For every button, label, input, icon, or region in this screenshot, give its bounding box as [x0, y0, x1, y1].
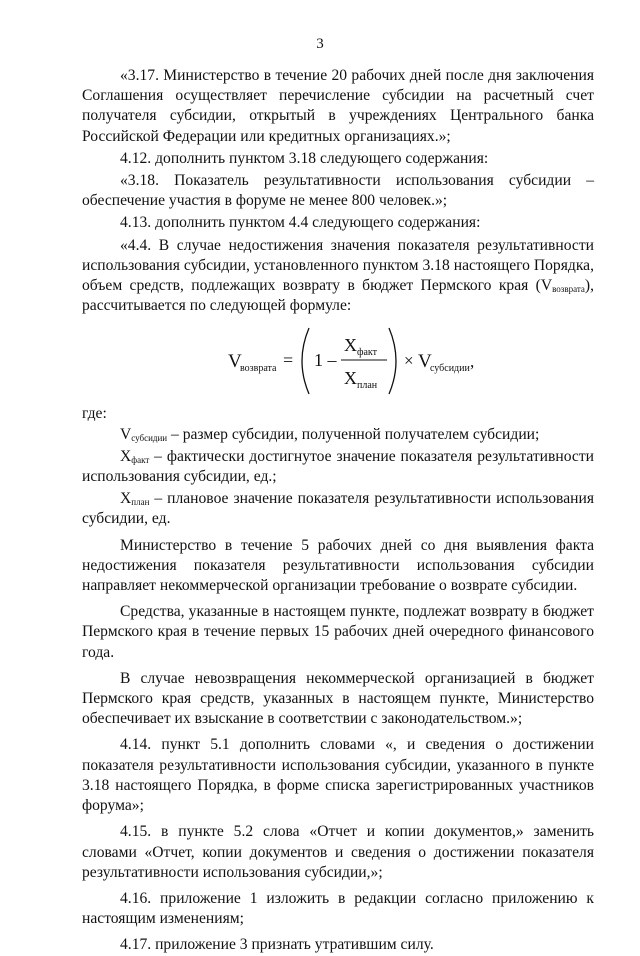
paragraph-4-4 — [82, 236, 594, 317]
formula-svg — [82, 322, 594, 400]
paragraph-3-18: «3.18. Показатель результативности использования субсидии – обеспечение участия в форуме не менее 800 человек.»; — [82, 172, 594, 210]
formula-lhs-sub: возврата — [240, 363, 277, 375]
formula-lhs-var: V — [228, 351, 242, 373]
formula-numerator-sub: факт — [357, 347, 378, 359]
paragraph-4-15: 4.15. в пункте 5.2 слова «Отчет и копии документов,» заменить словами «Отчет, копии документов и сведения о достижении показателя результативности использования субсидии,»; — [82, 823, 594, 881]
definition-v-subsidy — [82, 425, 594, 445]
paragraph-4-16: 4.16. приложение 1 изложить в редакции согласно приложению к настоящим изменениям; — [82, 889, 594, 928]
paragraph-3-17: «3.17. Министерство в течение 20 рабочих дней после дня заключения Соглашения осуществляет перечисление субсидии на расчетный счет получателя субсидии, открытый в учреждениях Центрального банка Российской Федерации или кредитных организациях.»; — [82, 67, 594, 145]
paragraph-requirement: Министерство в течение 5 рабочих дней со дня выявления факта недостижения показателя результативности использования субсидии направляет некоммерческой организации требование о возврате субсидии. — [82, 536, 594, 595]
def2-text: – фактически достигнутое значение показателя результативности использования субсидии, ед.; — [82, 447, 594, 486]
formula-left-paren — [302, 328, 309, 394]
where-label: где: — [82, 405, 107, 423]
formula-numerator-var: X — [344, 335, 357, 356]
paragraph-4-4-tail: ), рассчитывается по следующей формуле: — [82, 277, 594, 315]
def2-sub: факт — [131, 454, 150, 465]
def2-var: X — [120, 447, 132, 465]
formula-denominator-sub: план — [357, 380, 378, 392]
paragraph-4-14: 4.14. пункт 5.1 дополнить словами «, и сведения о достижении показателя результативности использования субсидии, указанного в пункте 3.18 настоящего Порядка, в форме списка зарегистрированных участников форума»; — [82, 736, 594, 815]
paragraph-4-13: 4.13. дополнить пунктом 4.4 следующего содержания: — [120, 214, 481, 232]
formula — [82, 322, 594, 400]
def3-sub: план — [131, 497, 150, 508]
def1-sub: субсидии — [131, 432, 168, 443]
formula-equals: = — [283, 350, 294, 371]
paragraph-4-17: 4.17. приложение 3 признать утратившим силу. — [120, 936, 434, 954]
def1-text: – размер субсидии, полученной получателем субсидии; — [167, 425, 540, 443]
formula-times: × — [404, 351, 414, 371]
def3-var: X — [120, 490, 132, 508]
paragraph-refund-term: Средства, указанные в настоящем пункте, подлежат возврату в бюджет Пермского края в течение первых 15 рабочих дней очередного финансового года. — [82, 603, 594, 661]
definition-x-fact — [82, 447, 594, 487]
v-return-subscript: возврата — [552, 284, 585, 295]
formula-right-paren — [389, 328, 396, 394]
formula-denominator-var: X — [344, 368, 357, 389]
page-number: 3 — [316, 36, 324, 52]
formula-tail: , — [470, 352, 475, 372]
formula-one-minus: 1 – — [314, 350, 337, 371]
formula-rhs-var: V — [418, 351, 432, 373]
paragraph-4-4-text: «4.4. В случае недостижения значения показателя результативности использования субсидии, установленного пунктом 3.18 настоящего Порядка, объем средств, подлежащих возврату в бюджет Пермского края (V — [82, 236, 594, 295]
definition-x-plan — [82, 489, 594, 529]
paragraph-enforcement: В случае невозвращения некоммерческой организацией в бюджет Пермского края средств, указанных в настоящем пункте, Министерство обеспечивает их взыскание в соответствии с законодательством.»; — [82, 669, 594, 728]
def3-text: – плановое значение показателя результативности использования субсидии, ед. — [82, 490, 594, 528]
paragraph-4-12: 4.12. дополнить пунктом 3.18 следующего содержания: — [120, 149, 489, 167]
formula-rhs-sub: субсидии — [430, 363, 470, 375]
def1-var: V — [120, 425, 132, 443]
document-body — [82, 66, 594, 956]
